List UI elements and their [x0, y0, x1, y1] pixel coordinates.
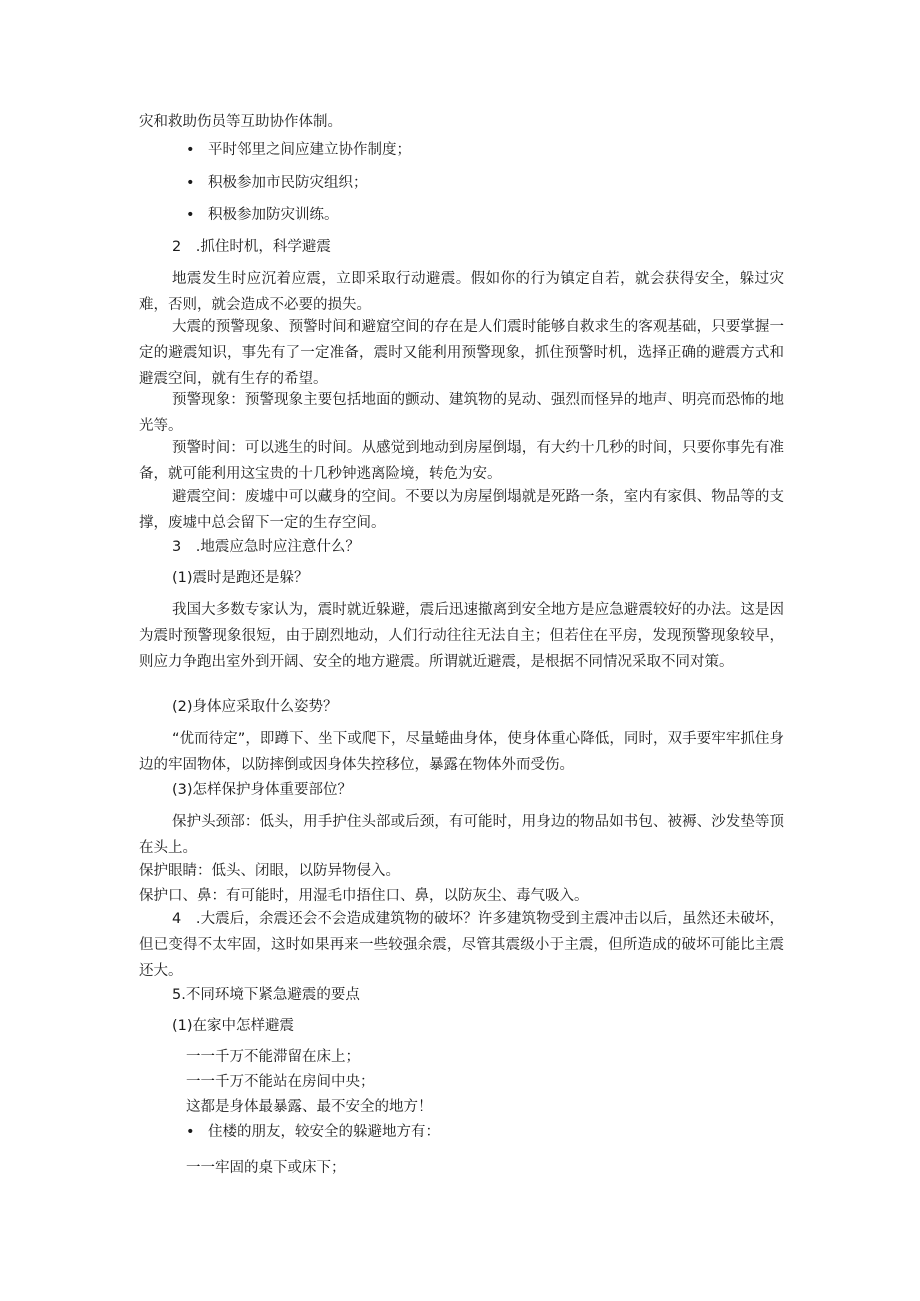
paragraph: 4 .大震后，余震还会不会造成建筑物的破坏？许多建筑物受到主震冲击以后，虽然还未破坏，但已变得不太牢固，这时如果再来一些较强余震，尽管其震级小于主震，但所造成的破坏可能比主震还大。 [139, 911, 784, 979]
bullet-icon: • [186, 142, 195, 158]
dash-item: 一一千万不能滞留在床上； [186, 1049, 360, 1065]
section-heading: 2 .抓住时机，科学避震 [172, 239, 331, 255]
paragraph: “优而待定”，即蹲下、坐下或爬下，尽量蜷曲身体，使身体重心降低，同时，双手要牢牢抓住身边的牢固物体，以防摔倒或因身体失控移位，暴露在物体外而受伤。 [139, 731, 784, 773]
paragraph: 大震的预警现象、预警时间和避窟空间的存在是人们震时能够自救求生的客观基础，只要掌握一定的避震知识，事先有了一定准备，震时又能利用预警现象，抓住预警时机，选择正确的避震方式和避震空间，就有生存的希望。 [139, 319, 784, 387]
bullet-icon: • [186, 207, 195, 223]
paragraph: 预警时间：可以逃生的时间。从感觉到地动到房屋倒塌，有大约十几秒的时间，只要你事先有准备，就可能利用这宝贵的十几秒钟逃离险境，转危为安。 [139, 440, 784, 482]
subsection-heading: (2)身体应采取什么姿势？ [172, 699, 338, 715]
dash-item: 一一牢固的桌下或床下； [186, 1160, 346, 1176]
bullet-item: • 积极参加市民防灾组织； [186, 170, 786, 196]
paragraph: 保护眼睛：低头、闭眼，以防异物侵入。 [139, 863, 400, 879]
bullet-icon: • [186, 175, 195, 191]
subsection-heading: (1)在家中怎样避震 [172, 1018, 295, 1034]
bullet-item: • 住楼的朋友，较安全的躲避地方有： [186, 1119, 786, 1145]
section-heading: 5.不同环境下紧急避震的要点 [172, 987, 360, 1003]
bullet-item: • 平时邻里之间应建立协作制度； [186, 137, 786, 163]
paragraph: 避震空间：废墟中可以藏身的空间。不要以为房屋倒塌就是死路一条，室内有家俱、物品等的支撑，废墟中总会留下一定的生存空间。 [139, 489, 784, 531]
paragraph: 保护头颈部：低头，用手护住头部或后颈，有可能时，用身边的物品如书包、被褥、沙发垫等顶在头上。 [139, 814, 784, 856]
paragraph: 地震发生时应沉着应震，立即采取行动避震。假如你的行为镇定自若，就会获得安全，躲过灾难，否则，就会造成不必要的损失。 [139, 271, 784, 313]
bullet-item: • 积极参加防灾训练。 [186, 202, 786, 228]
dash-item: 一一千万不能站在房间中央； [186, 1074, 375, 1090]
bullet-icon: • [186, 1124, 195, 1140]
paragraph-continuation: 灾和救助伤员等互助协作体制。 [139, 114, 342, 130]
paragraph: 预警现象：预警现象主要包括地面的颤动、建筑物的晃动、强烈而怪异的地声、明亮而恐怖的地光等。 [139, 392, 784, 434]
section-heading: 3 .地震应急时应注意什么？ [172, 539, 360, 555]
paragraph: 保护口、鼻：有可能时，用湿毛巾捂住口、鼻，以防灰尘、毒气吸入。 [139, 888, 589, 904]
subsection-heading: (3)怎样保护身体重要部位？ [172, 782, 353, 798]
dash-item: 这都是身体最暴露、最不安全的地方！ [186, 1099, 433, 1115]
paragraph: 我国大多数专家认为，震时就近躲避，震后迅速撤离到安全地方是应急避震较好的办法。这是因为震时预警现象很短，由于剧烈地动，人们行动往往无法自主；但若住在平房，发现预警现象较早，则应力争跑出室外到开阔、安全的地方避震。所谓就近避震，是根据不同情况采取不同对策。 [139, 602, 784, 670]
subsection-heading: (1)震时是跑还是躲？ [172, 570, 309, 586]
